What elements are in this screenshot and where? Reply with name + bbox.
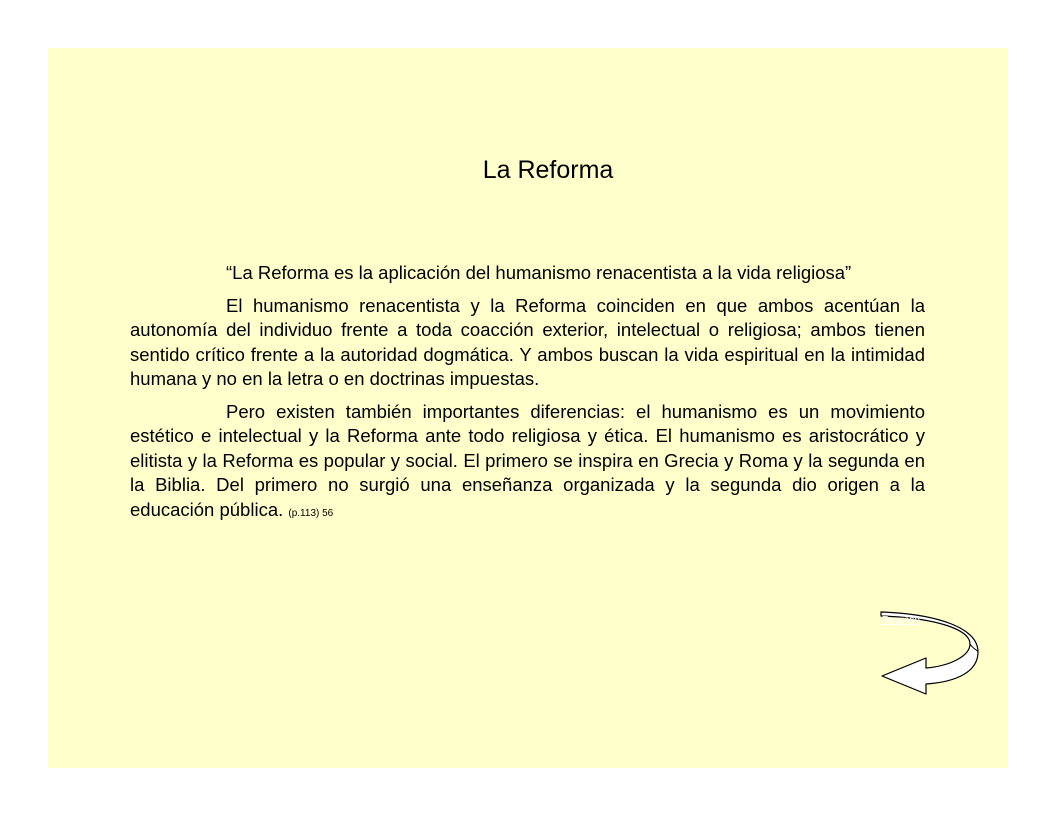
page-title: La Reforma: [482, 156, 614, 184]
paragraph-differences-text: Pero existen también importantes diferencias: el humanismo es un movimiento estético e intelectual y la Reforma ante todo religiosa y ética. El humanismo es aristocrático y elitista y la Reforma es popular y social. El primero se inspira en Grecia y Roma y la segunda en la Biblia. Del primero no surgió una enseñanza organizada y la segunda dio origen a la educación pública.: [130, 400, 925, 520]
paragraph-differences: [130, 400, 925, 527]
quote-paragraph: “La Reforma es la aplicación del humanismo renacentista a la vida religiosa”: [226, 262, 852, 283]
citation: (p.113) 56: [288, 507, 334, 519]
paragraph-similarities: El humanismo renacentista y la Reforma coinciden en que ambos acentúan la autonomía del individuo frente a toda coacción exterior, intelectual o religiosa; ambos tienen sentido crítico frente a la autoridad dogmática. Y ambos buscan la vida espiritual en la intimidad humana y no en la letra o en doctrinas impuestas.: [130, 294, 925, 389]
slide: [48, 48, 1008, 768]
return-link[interactable]: Regreso: [882, 615, 920, 626]
body-text: [130, 261, 925, 534]
